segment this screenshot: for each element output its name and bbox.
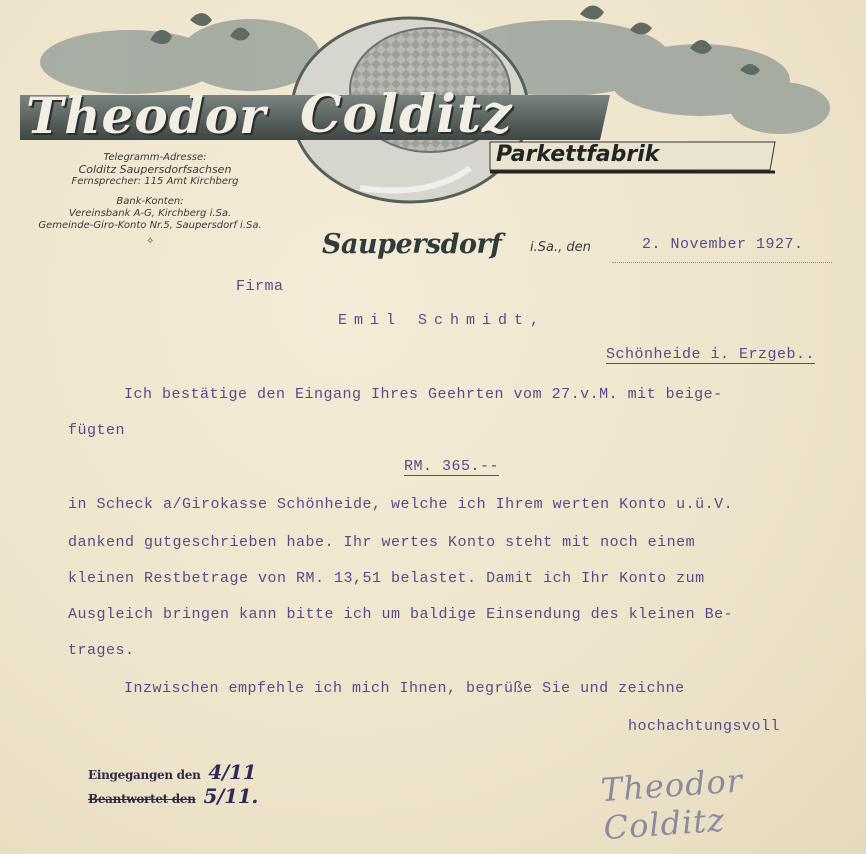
received-label: Eingegangen den xyxy=(88,768,201,782)
body-line-3: in Scheck a/Girokasse Schönheide, welche ich Ihrem werten Konto u.ü.V. xyxy=(68,496,734,513)
recipient-firm: Firma xyxy=(236,278,284,295)
date-rule xyxy=(612,262,832,263)
place-name: Saupersdorf xyxy=(322,229,502,260)
answered-stamp xyxy=(88,784,258,808)
bank-heading: Bank-Konten: xyxy=(116,196,184,207)
company-name-left: Theodor xyxy=(26,86,267,145)
letter-date: 2. November 1927. xyxy=(642,236,804,253)
bank-account-1: Vereinsbank A-G, Kirchberg i.Sa. xyxy=(68,208,232,219)
amount: RM. 365.-- xyxy=(404,458,500,475)
bank-info xyxy=(0,196,300,232)
place-suffix: i.Sa., den xyxy=(530,240,591,255)
telegram-info xyxy=(40,152,270,188)
body-line-5: kleinen Restbetrage von RM. 13,51 belastet. Damit ich Ihr Konto zum xyxy=(68,570,705,587)
signature: Theodor Colditz xyxy=(599,761,745,848)
answered-date: 5/11. xyxy=(203,784,259,808)
bank-account-2: Gemeinde-Giro-Konto Nr.5, Saupersdorf i.Sa. xyxy=(38,220,262,231)
telephone-number: Fernsprecher: 115 Amt Kirchberg xyxy=(71,176,239,187)
closing: hochachtungsvoll xyxy=(628,718,781,735)
answered-label: Beantwortet den xyxy=(88,792,196,806)
body-line-8: Inzwischen empfehle ich mich Ihnen, begrüße Sie und zeichne xyxy=(124,680,685,697)
body-line-2: fügten xyxy=(68,422,126,439)
telegram-address: Colditz Saupersdorfsachsen xyxy=(78,163,232,176)
business-name: Parkettfabrik xyxy=(496,142,660,167)
body-line-7: trages. xyxy=(68,642,135,659)
company-name-right: Colditz xyxy=(300,84,513,145)
telegram-heading: Telegramm-Adresse: xyxy=(103,152,207,163)
recipient-name: Emil Schmidt, xyxy=(338,312,547,329)
recipient-town: Schönheide i. Erzgeb.. xyxy=(606,346,816,363)
body-line-1: Ich bestätige den Eingang Ihres Geehrten vom 27.v.M. mit beige- xyxy=(124,386,723,403)
received-date: 4/11 xyxy=(208,760,257,784)
body-line-6: Ausgleich bringen kann bitte ich um baldige Einsendung des kleinen Be- xyxy=(68,606,734,623)
body-line-4: dankend gutgeschrieben habe. Ihr wertes Konto steht mit noch einem xyxy=(68,534,696,551)
ornament-icon: ✧ xyxy=(146,237,155,248)
received-stamp xyxy=(88,760,256,784)
